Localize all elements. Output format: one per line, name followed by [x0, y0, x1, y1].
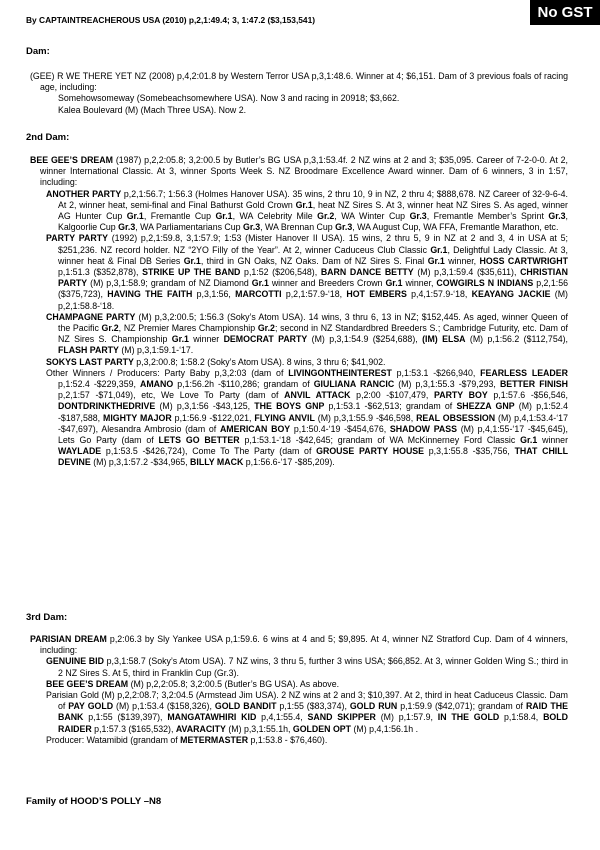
horse-name: HOT EMBERS: [346, 289, 407, 300]
entry-text: p,1:52.4 -$229,359,: [58, 379, 140, 390]
entry-text: p,1:53.1-‘18 -$42,645; grandam of WA McKinnerney Ford Classic: [239, 435, 521, 446]
horse-name: BARN DANCE BETTY: [320, 267, 414, 278]
dam-foal: Kalea Boulevard (M) (Mach Three USA). Now 2.: [58, 104, 247, 115]
grade-label: Gr.1: [183, 255, 201, 266]
horse-name: SAND SKIPPER: [307, 712, 376, 723]
grade-label: Gr.1: [126, 211, 144, 222]
entry-text: , WA Celebrity Mile: [232, 211, 318, 222]
entry-text: p,4,1:57.9-‘18,: [406, 289, 472, 300]
entry-text: , WA August Cup, WA FFA, Fremantle Marathon, etc.: [352, 222, 559, 233]
entry-text: p,1:58.4,: [499, 712, 544, 723]
grade-label: Gr.1: [520, 435, 538, 446]
grade-label: Gr.1: [215, 211, 233, 222]
no-gst-badge: No GST: [530, 0, 600, 25]
entry-text: (M) p,3,1:54.9 ($254,688),: [307, 334, 423, 345]
horse-name: AVARACITY: [175, 723, 226, 734]
producer-entry: [0, 735, 600, 746]
horse-name: SHADOW PASS: [389, 423, 457, 434]
other-winners-entry: [0, 368, 600, 469]
foal-entry-champagne-party: [0, 312, 600, 357]
entry-text: p,1:50.4-‘19 -$454,676,: [290, 423, 390, 434]
horse-name: STRIKE UP THE BAND: [142, 267, 241, 278]
entry-text: p,1:56.2h -$110,286; grandam of: [173, 379, 314, 390]
horse-name: FLYING ANVIL: [254, 412, 315, 423]
foal-entry-parisian-gold: [0, 690, 600, 735]
horse-name: THE BOYS GNP: [254, 401, 325, 412]
horse-name: CHRISTIAN PARTY: [58, 267, 568, 289]
entry-text: p,1:56.6-‘17 -$85,209).: [243, 457, 335, 468]
entry-text: winner,: [402, 278, 437, 289]
horse-name: PARTY PARTY: [46, 233, 108, 244]
entry-text: p,1:57.3 ($165,532),: [91, 723, 176, 734]
horse-name: THAT CHILL DEVINE: [58, 446, 568, 468]
entry-text: p,1:52 ($206,548),: [240, 267, 321, 278]
grade-label: Gr.1: [427, 255, 445, 266]
entry-text: p,2,1:56 ($375,723),: [58, 278, 569, 300]
entry-text: ; second in NZ Standardbred Breeders S.; Cambridge Futurity, etc. Dam of NZ Sires S. Championship: [58, 323, 568, 345]
grade-label: Gr.2: [257, 323, 275, 334]
foal-entry-genuine-bid: [0, 656, 600, 678]
second-dam-heading: 2nd Dam:: [26, 132, 70, 143]
entry-text: (M) p,3,1:55.3 -$79,293,: [394, 379, 500, 390]
dam-entry: (GEE) R WE THERE YET NZ (2008) p,4,2:01.8 by Western Terror USA p,3,1:48.6. Winner at 4; $6,151. Dam of 3 previous foals of racing age, including:: [30, 71, 568, 93]
third-dam-heading: 3rd Dam:: [26, 612, 68, 623]
entry-text: Parisian Gold (M) p,2,2:08.7; 3,2:04.5 (Armstead Jim USA). 2 NZ wins at 2 and 3; $10,397. At 2, third in heat Caduceus Classic. Dam of: [46, 690, 568, 712]
horse-name: SHEZZA GNP: [456, 401, 515, 412]
entry-text: , Fremantle Member’s Sprint: [426, 211, 549, 222]
dam-heading: Dam:: [26, 46, 50, 57]
grade-label: Gr.2: [317, 211, 335, 222]
horse-name: SOKYS LAST PARTY: [46, 356, 134, 367]
horse-name: MIGHTY MAJOR: [103, 412, 172, 423]
dam-foal: Somehowsomeway (Somebeachsomewhere USA). Now 3 and racing in 20918; $3,662.: [58, 93, 400, 104]
grade-label: Gr.3: [118, 222, 136, 233]
horse-name: AMANO: [140, 379, 174, 390]
grade-label: Gr.1: [430, 244, 448, 255]
entry-text: p,3,1:58.7 (Soky’s Atom USA). 7 NZ wins, 3 thru 5, further 3 wins USA; $66,852. At 3, winner Golden Wing S.; third in 2 NZ Sires S. At 5, third in Franklin Cup (Gr.3).: [58, 656, 568, 678]
entry-text: winner and Breeders Crown: [268, 278, 386, 289]
entry-text: p,2,1:56.7; 1:56.3 (Holmes Hanover USA). 35 wins, 2 thru 10, 9 in NZ, 2 thru 4; $888,678. NZ Career of 32-9-6-4. At 2, winner heat, semi-final and Final Bathurst Gold Crown: [58, 188, 568, 210]
horse-name: HOSS CARTWRIGHT: [479, 255, 569, 266]
entry-text: , Kalgoorlie Cup: [58, 211, 568, 233]
entry-text: p,1:57.6 -$56,546,: [487, 390, 569, 401]
entry-text: p,1:53.8 - $76,460).: [248, 734, 328, 745]
horse-name: COWGIRLS N INDIANS: [436, 278, 534, 289]
entry-text: (1992) p,2,1:59.8, 3,1:57.9; 1:53 (Mister Hanover II USA). 15 wins, 2 thru 5, 9 in NZ at 2 and 3, 4 in USA at 5; $251,236. NZ record holder. NZ “2YO Filly of the Year”. At 2, winner Caduceus Club Classic: [58, 233, 568, 255]
entry-text: Other Winners / Producers: Party Baby p,3,2:03 (dam of: [46, 367, 289, 378]
entry-text: winner: [537, 435, 569, 446]
entry-text: p,1:55 ($83,374),: [276, 701, 350, 712]
entry-text: (M) p,2,2:05.8; 3,2:00.5 (Butler’s BG USA). As above.: [128, 678, 340, 689]
entry-text: (M) p,3,1:55.1h,: [225, 723, 293, 734]
entry-text: , WA Parliamentarians Cup: [135, 222, 244, 233]
horse-name: GENUINE BID: [46, 656, 104, 667]
entry-text: , NZ Premier Mares Championship: [118, 323, 258, 334]
entry-text: p,3,1:56,: [192, 289, 236, 300]
entry-text: (M) p,1:57.9,: [375, 712, 438, 723]
grade-label: Gr.1: [385, 278, 403, 289]
horse-name: GIULIANA RANCIC: [313, 379, 395, 390]
horse-name: LIVINGONTHEINTEREST: [288, 367, 392, 378]
entry-text: p,1:59.9 ($42,071); grandam of: [397, 701, 526, 712]
entry-text: (M) p,3,1:55.9 -$46,598,: [314, 412, 417, 423]
entry-text: p,1:53.1 -$266,940,: [391, 367, 481, 378]
entry-text: p,3,1:55.8 -$35,756,: [424, 446, 515, 457]
horse-name: KEAYANG JACKIE: [471, 289, 551, 300]
entry-text: p,2,1:57.9-‘18,: [281, 289, 347, 300]
third-dam-section: [0, 634, 600, 746]
grade-label: Gr.3: [548, 211, 566, 222]
entry-text: winner,: [444, 255, 480, 266]
entry-text: (M) p,3,2:00.5; 1:56.3 (Soky’s Atom USA). 14 wins, 3 thru 6, 13 in NZ; $152,445. As aged, winner Queen of the Pacific: [58, 311, 568, 334]
foal-entry-party-party: [0, 233, 600, 311]
horse-name: ANOTHER PARTY: [46, 188, 122, 199]
horse-name: METERMASTER: [180, 734, 249, 745]
grade-label: Gr.1: [251, 278, 269, 289]
horse-name: FEARLESS LEADER: [480, 367, 568, 378]
horse-name: PARISIAN DREAM: [30, 634, 107, 644]
horse-name: HAVING THE FAITH: [107, 289, 193, 300]
grade-label: Gr.2: [101, 323, 119, 334]
entry-text: (M) p,1:56.2 ($112,754),: [465, 334, 568, 345]
entry-text: (M) p,2,1:58.8-‘18.: [58, 289, 568, 311]
horse-name: BOLD RAIDER: [58, 712, 568, 734]
horse-name: IN THE GOLD: [437, 712, 500, 723]
horse-name: (IM) ELSA: [422, 334, 466, 345]
entry-text: p,2:06.3 by Sly Yankee USA p,1:59.6. 6 wins at 4 and 5; $9,895. At 4, winner NZ Stratford Cup. Dam of 4 winners, including:: [40, 634, 568, 656]
second-dam-entry: [0, 155, 600, 189]
grade-label: Gr.3: [335, 222, 353, 233]
entry-text: (M) p,4,1:56.1h .: [351, 723, 419, 734]
horse-name: AMERICAN BOY: [219, 423, 291, 434]
entry-text: (M) p,3,1:56 -$43,125,: [155, 401, 255, 412]
horse-name: GOLD RUN: [349, 701, 398, 712]
horse-name: FLASH PARTY: [58, 345, 119, 356]
entry-text: , Delightful Lady Classic. At 3, winner heat & Final DB Series: [58, 244, 568, 266]
foal-entry-sokys-last-party: [0, 357, 600, 368]
horse-name: GOLD BANDIT: [214, 701, 277, 712]
sire-line: By CAPTAINTREACHEROUS USA (2010) p,2,1:49.4; 3, 1:47.2 ($3,153,541): [26, 15, 316, 25]
horse-name: BILLY MACK: [190, 457, 244, 468]
entry-text: (M) p,3,1:57.2 -$34,965,: [90, 457, 191, 468]
horse-name: GOLDEN OPT: [292, 723, 352, 734]
grade-label: Gr.1: [171, 334, 189, 345]
horse-name: MANGATAWHIRI KID: [167, 712, 257, 723]
horse-name: MARCOTTI: [235, 289, 282, 300]
entry-text: p,1:51.3 ($352,878),: [58, 267, 143, 278]
horse-name: PARTY BOY: [434, 390, 488, 401]
horse-name: BEE GEE’S DREAM: [30, 155, 113, 165]
third-dam-entry: [0, 634, 600, 656]
second-dam-section: [0, 155, 600, 469]
horse-name: BEE GEE’S DREAM: [46, 678, 129, 689]
entry-text: (M) p,1:53.4 ($158,326),: [113, 701, 215, 712]
entry-text: (M) p,1:52.4 -$187,588,: [58, 401, 568, 423]
grade-label: Gr.3: [409, 211, 427, 222]
family-heading: Family of HOOD’S POLLY –N8: [26, 796, 162, 807]
horse-name: WAYLADE: [58, 446, 102, 457]
entry-text: p,3,2:00.8; 1:58.2 (Soky’s Atom USA). 8 wins, 3 thru 6; $41,902.: [133, 356, 386, 367]
entry-text: (M) p,3,1:59.1-‘17.: [118, 345, 194, 356]
entry-text: Producer: Watamibid (grandam of: [46, 734, 181, 745]
horse-name: CHAMPAGNE PARTY: [46, 311, 136, 322]
entry-text: p,1:53.5 -$426,724), Come To The Party (dam of: [101, 446, 317, 457]
entry-text: (M) p,3,1:59.4 ($35,611),: [413, 267, 521, 278]
horse-name: GROUSE PARTY HOUSE: [316, 446, 425, 457]
entry-text: , third in GN Oaks, NZ Oaks. Dam of NZ Sires S. Final: [200, 255, 428, 266]
horse-name: RAID THE BANK: [58, 701, 568, 723]
horse-name: PAY GOLD: [68, 701, 114, 712]
horse-name: DEMOCRAT PARTY: [223, 334, 308, 345]
dam-section: [0, 71, 600, 116]
entry-text: , heat NZ Sires S. At 3, winner heat NZ Sires S. As aged, winner AG Hunter Cup: [58, 199, 568, 222]
entry-text: (M) p,4,1:53.4-‘17 -$47,697), Alesandra Ambrosio (dam of: [58, 412, 568, 434]
horse-name: DONTDRINKTHEDRIVE: [58, 401, 156, 412]
horse-name: ANVIL ATTACK: [284, 390, 351, 401]
entry-text: , WA Brennan Cup: [260, 222, 336, 233]
entry-text: p,1:56.9 -$122,021,: [171, 412, 255, 423]
entry-text: p,2:00 -$107,479,: [350, 390, 435, 401]
horse-name: BETTER FINISH: [499, 379, 569, 390]
entry-text: p,1:53.1 -$62,513; grandam of: [324, 401, 457, 412]
entry-text: (1987) p,2,2:05.8; 3,2:00.5 by Butler’s BG USA p,3,1:53.4f. 2 NZ wins at 2 and 3; $35,095. Career of 7-2-0-0. At 2, winner International Classic. At 3, winner Sports Week S. NZ Broodmare Excellence Award winner. Dam of 6 winners, 3 in 1:57, including:: [40, 155, 568, 188]
entry-text: , WA Winter Cup: [334, 211, 410, 222]
entry-text: , Fremantle Cup: [143, 211, 216, 222]
entry-text: p,1:55 ($139,397),: [83, 712, 168, 723]
entry-text: (M) p,3,1:58.9; grandam of NZ Diamond: [87, 278, 252, 289]
grade-label: Gr.3: [243, 222, 261, 233]
horse-name: REAL OBSESSION: [416, 412, 496, 423]
entry-text: p,2,1:57 -$71,049), etc, We Love To Party (dam of: [58, 390, 285, 401]
entry-text: (M) p,4,1:55-‘17 -$45,645), Lets Go Party (dam of: [58, 423, 568, 446]
entry-text: winner: [188, 334, 224, 345]
horse-name: LETS GO BETTER: [158, 435, 240, 446]
foal-entry-bee-gees-dream: [0, 679, 600, 690]
grade-label: Gr.1: [295, 199, 313, 210]
entry-text: p,4,1:55.4,: [256, 712, 308, 723]
foal-entry-another-party: [0, 189, 600, 234]
